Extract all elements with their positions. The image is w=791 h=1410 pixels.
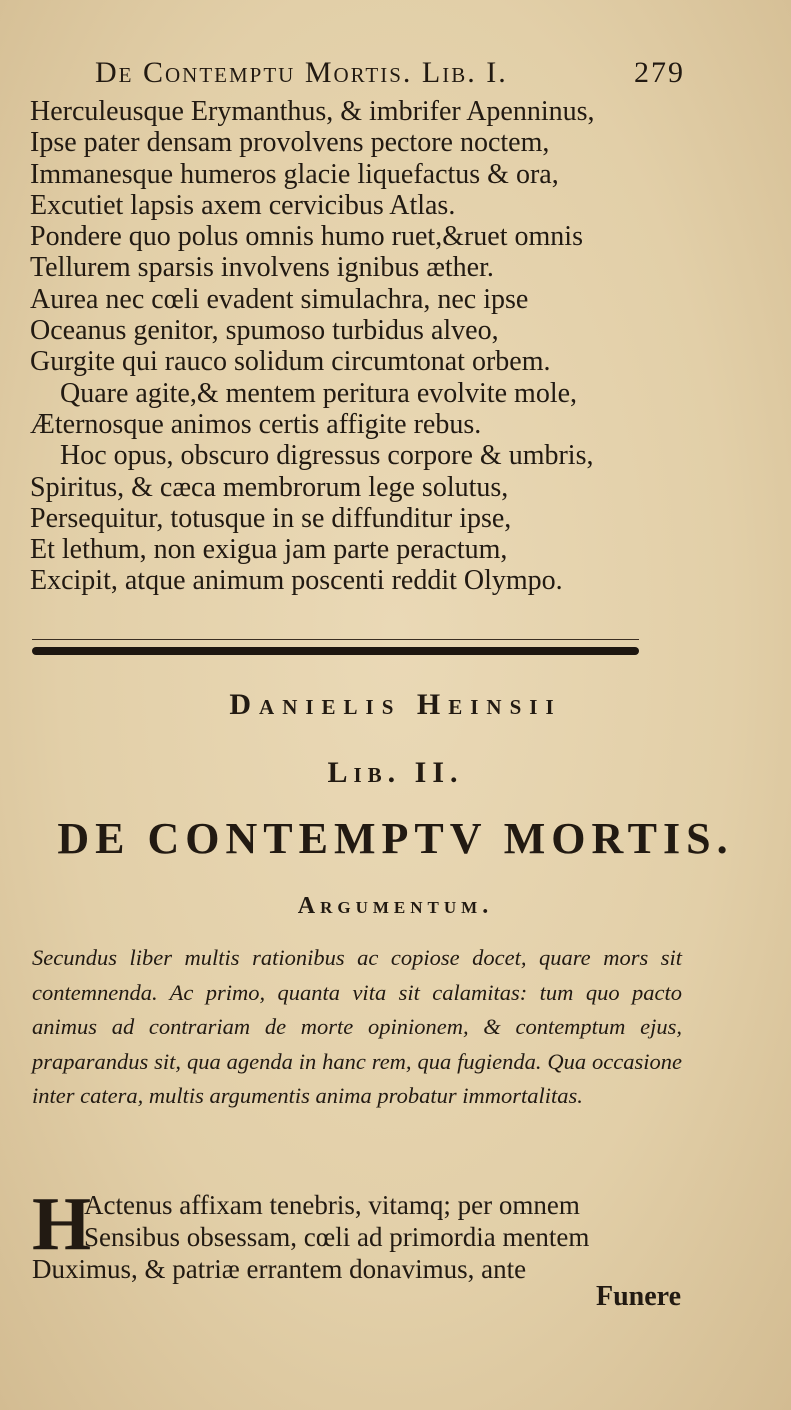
argument-paragraph: Secundus liber multis rationibus ac copiose docet, quare mors sit contemnenda. Ac primo, quanta vita sit calamitas: tum quo pacto animus ad contrariam de morte opinionem, & contemptum ejus, praparandus sit, qua agenda in hanc rem, qua fugienda. Qua occasione inter catera, multis argumentis anima probatur immortalitas. [32,945,682,1109]
body-line: Duximus, & patriæ errantem donavimus, ante [32,1254,527,1284]
catchword: Funere [595,1281,681,1312]
verse-line: Pondere quo polus omnis humo ruet,&ruet omnis [30,221,583,253]
running-head [95,56,695,96]
verse-line: Herculeusque Erymanthus, & imbrifer Apenninus, [30,96,595,127]
verse-line: Ipse pater densam provolvens pectore noctem, [30,127,550,159]
body-text [32,1182,692,1285]
verse-line: Hoc opus, obscuro digressus corpore & umbris, [60,440,594,472]
verse-line: Aurea nec cœli evadent simulachra, nec ipse [30,283,529,315]
verse-line: Spiritus, & cæca membrorum lege solutus, [30,471,509,503]
running-head-title: De Contemptu Mortis. Lib. I. [95,56,508,89]
verse-line: Excipit, atque animum poscenti reddit Olympo. [30,565,563,597]
verse-line: Gurgite qui rauco solidum circumtonat orbem. [30,346,551,378]
verse-line: Tellurem sparsis involvens ignibus æther. [30,252,494,284]
verse-line: Æternosque animos certis affigite rebus. [30,408,482,440]
verse-line: Excutiet lapsis axem cervicibus Atlas. [30,189,456,221]
section-rule [32,647,639,655]
verse-line: Oceanus genitor, spumoso turbidus alveo, [30,315,499,347]
argument-heading: Argumentum. [297,893,494,919]
verse-line: Persequitur, totusque in se diffunditur ipse, [30,502,512,534]
chapter-title: DE CONTEMPTV MORTIS. [57,814,734,863]
body-line: Sensibus obsessam, cœli ad primordia mentem [84,1222,590,1252]
body-line: Actenus affixam tenebris, vitamq; per omnem [84,1190,580,1220]
verse-block [30,96,710,597]
page-number: 279 [634,56,685,89]
author-heading: Danielis Heinsii [229,688,562,721]
drop-cap: H [32,1182,92,1266]
verse-line: Et lethum, non exigua jam parte peractum, [30,534,508,566]
verse-line: Immanesque humeros glacie liquefactus & ora, [30,158,559,190]
verse-line: Quare agite,& mentem peritura evolvite mole, [60,377,578,409]
book-heading: Lib. II. [327,756,464,789]
